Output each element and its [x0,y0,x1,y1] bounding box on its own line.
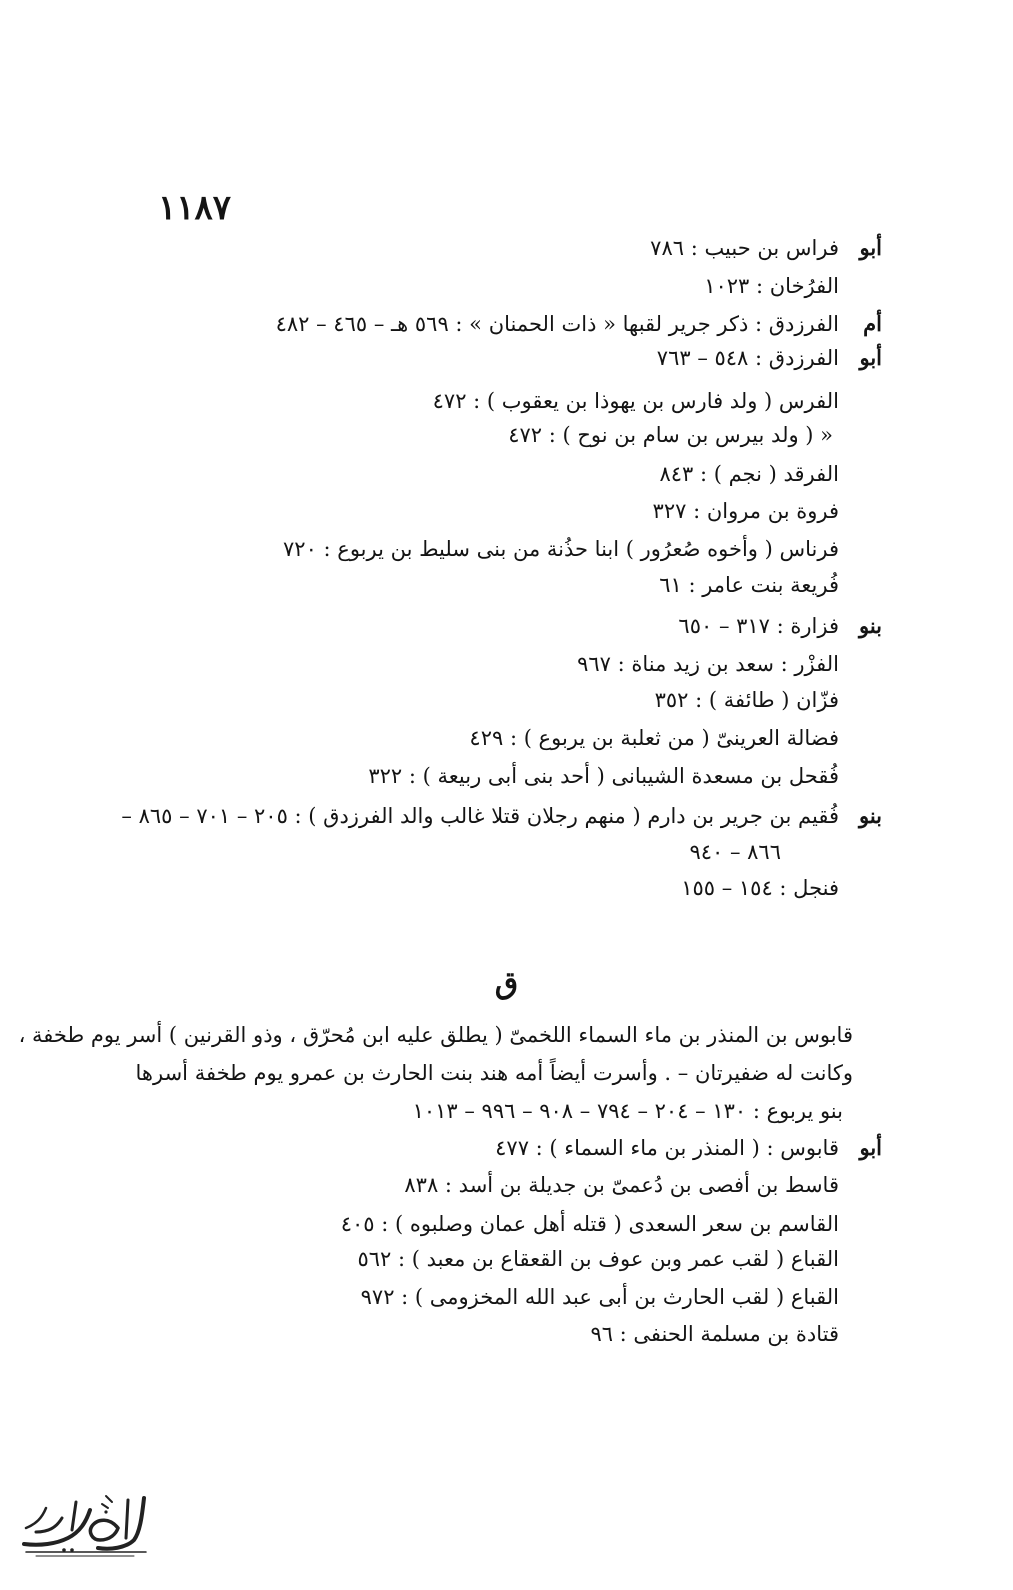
entry-prefix: أبو [859,345,882,370]
index-entry: فضالة العرينىّ ( من ثعلبة بن يربوع ) : ٤٢٩ [469,726,839,750]
section-letter: ق [494,966,519,1001]
index-entry: قتادة بن مسلمة الحنفى : ٩٦ [590,1322,839,1346]
index-entry: فزارة : ٣١٧ – ٦٥٠ [678,614,839,638]
index-entry: فُريعة بنت عامر : ٦١ [659,573,839,597]
paragraph-line: بنو يربوع : ١٣٠ – ٢٠٤ – ٧٩٤ – ٩٠٨ – ٩٩٦ – ١٠١٣ [412,1099,843,1123]
paragraph-line: قابوس بن المنذر بن ماء السماء اللخمىّ ( يطلق عليه ابن مُحرّق ، وذو القرنين ) أسر يوم طخفة ، [18,1023,853,1047]
index-entry: ٨٦٦ – ٩٤٠ [689,840,781,864]
index-entry: فرناس ( وأخوه صُعرُور ) ابنا حذُنة من بنى سليط بن يربوع : ٧٢٠ [283,537,839,561]
index-entry: الفرس ( ولد فارس بن يهوذا بن يعقوب ) : ٤٧٢ [432,389,839,413]
index-entry: فزّان ( طائفة ) : ٣٥٢ [654,688,839,712]
index-entry: فنجل : ١٥٤ – ١٥٥ [681,876,839,900]
paragraph-line: وكانت له ضفيرتان – . وأسرت أيضاً أمه هند بنت الحارث بن عمرو يوم طخفة أسرها [135,1061,853,1085]
entry-prefix: بنو [858,613,882,638]
entry-prefix: أبو [859,1135,882,1160]
index-entry: فُقحل بن مسعدة الشيبانى ( أحد بنى أبى ربيعة ) : ٣٢٢ [368,764,839,788]
index-entry: فُقيم بن جرير بن دارم ( منهم رجلان قتلا غالب والد الفرزدق ) : ٢٠٥ – ٧٠١ – ٨٦٥ – [121,804,839,828]
section-paragraph [18,1016,853,1130]
index-entry: فروة بن مروان : ٣٢٧ [652,499,839,523]
watermark-logo [6,1488,156,1560]
index-entry: الفرقد ( نجم ) : ٨٤٣ [659,462,839,486]
index-entry: الفزْر : سعد بن زيد مناة : ٩٦٧ [577,652,839,676]
index-entry: الفرزدق : ذكر جرير لقبها « ذات الحمنان » : ٥٦٩ هـ – ٤٦٥ – ٤٨٢ [275,312,839,336]
entry-prefix: أم [863,311,882,336]
index-entry: فراس بن حبيب : ٧٨٦ [650,236,839,260]
index-entry: القاسم بن سعر السعدى ( قتله أهل عمان وصلبوه ) : ٤٠٥ [340,1212,839,1236]
index-entry: قابوس : ( المنذر بن ماء السماء ) : ٤٧٧ [495,1136,839,1160]
index-entry: قاسط بن أفصى بن دُعمىّ بن جديلة بن أسد : ٨٣٨ [404,1173,839,1197]
index-entry: الفرُخان : ١٠٢٣ [704,274,839,298]
index-entry: القباع ( لقب عمر وبن عوف بن القعقاع بن معبد ) : ٥٦٢ [357,1247,839,1271]
index-entry: الفرزدق : ٥٤٨ – ٧٦٣ [656,346,839,370]
entry-prefix: بنو [858,803,882,828]
page-number: ١١٨٧ [158,188,232,228]
index-entry: القباع ( لقب الحارث بن أبى عبد الله المخزومى ) : ٩٧٢ [360,1285,839,1309]
index-entry: « ( ولد بيرس بن سام بن نوح ) : ٤٧٢ [508,423,833,447]
entry-prefix: أبو [859,235,882,260]
